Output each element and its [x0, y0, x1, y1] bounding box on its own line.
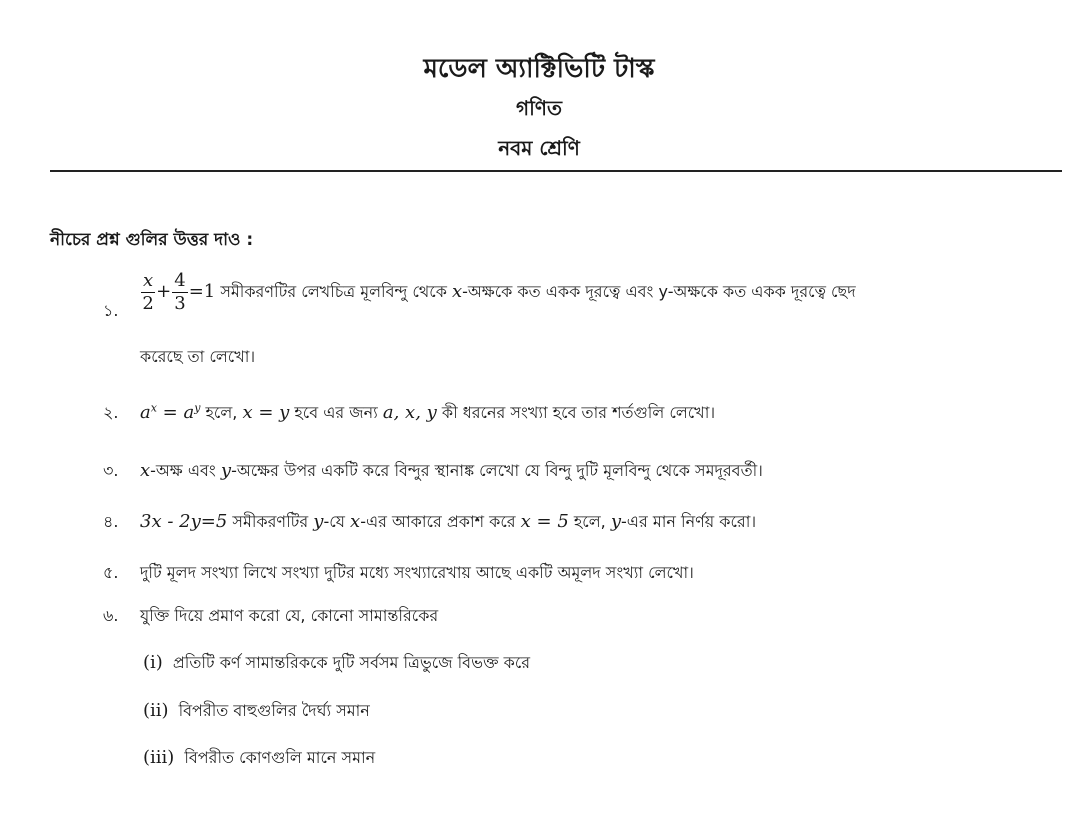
sub-question-ii: (ii) বিপরীত বাহুগুলির দৈর্ঘ্য সমান	[143, 700, 370, 721]
question-text: 3x - 2y=5 সমীকরণটির y-যে x-এর আকারে প্রকাশ করে x = 5 হলে, y-এর মান নির্ণয় করো।	[140, 511, 757, 532]
question-text-line2: করেছে তা লেখো।	[140, 347, 256, 366]
question-text: $a^x = a^y$ হলে, x = y হবে এর জন্য a, x, y কী ধরনের সংখ্যা হবে তার শর্তগুলি লেখো।	[140, 401, 716, 423]
question-number: ১.	[103, 301, 119, 320]
subject-heading: গণিত	[516, 96, 562, 120]
header-divider	[50, 170, 1062, 172]
question-number: ৬.	[103, 606, 119, 625]
sub-question-i: (i) প্রতিটি কর্ণ সামান্তরিককে দুটি সর্বসম ত্রিভুজে বিভক্ত করে	[143, 652, 531, 673]
question-number: ৫.	[103, 563, 119, 582]
instruction-text: নীচের প্রশ্ন গুলির উত্তর দাও :	[50, 230, 254, 250]
question-text: দুটি মূলদ সংখ্যা লিখে সংখ্যা দুটির মধ্যে সংখ্যারেখায় আছে একটি অমূলদ সংখ্যা লেখো।	[140, 563, 694, 582]
sub-question-iii: (iii) বিপরীত কোণগুলি মানে সমান	[143, 747, 376, 768]
class-heading: নবম শ্রেণি	[498, 136, 580, 160]
question-text: যুক্তি দিয়ে প্রমাণ করো যে, কোনো সামান্তরিকের	[140, 606, 439, 625]
question-number: ৩.	[103, 461, 119, 480]
question-number: ২.	[103, 403, 119, 422]
question-text: $\frac{x}{2}$ + $\frac{4}{3}$ =1 সমীকরণটির লেখচিত্র মূলবিন্দু থেকে x-অক্ষকে কত একক দূরত্বে এবং y-অক্ষকে কত একক দূরত্বে ছেদ	[142, 270, 856, 314]
fraction-x-over-2: $\frac{x}{2}$	[142, 270, 154, 314]
question-text: x-অক্ষ এবং y-অক্ষের উপর একটি করে বিন্দুর স্থানাঙ্ক লেখো যে বিন্দু দুটি মূলবিন্দু থেকে সমদূরবর্তী।	[140, 460, 763, 481]
question-number: ৪.	[103, 512, 119, 531]
fraction-4-over-3: $\frac{4}{3}$	[174, 270, 186, 314]
document-title: মডেল অ্যাক্টিভিটি টাস্ক	[423, 54, 655, 84]
